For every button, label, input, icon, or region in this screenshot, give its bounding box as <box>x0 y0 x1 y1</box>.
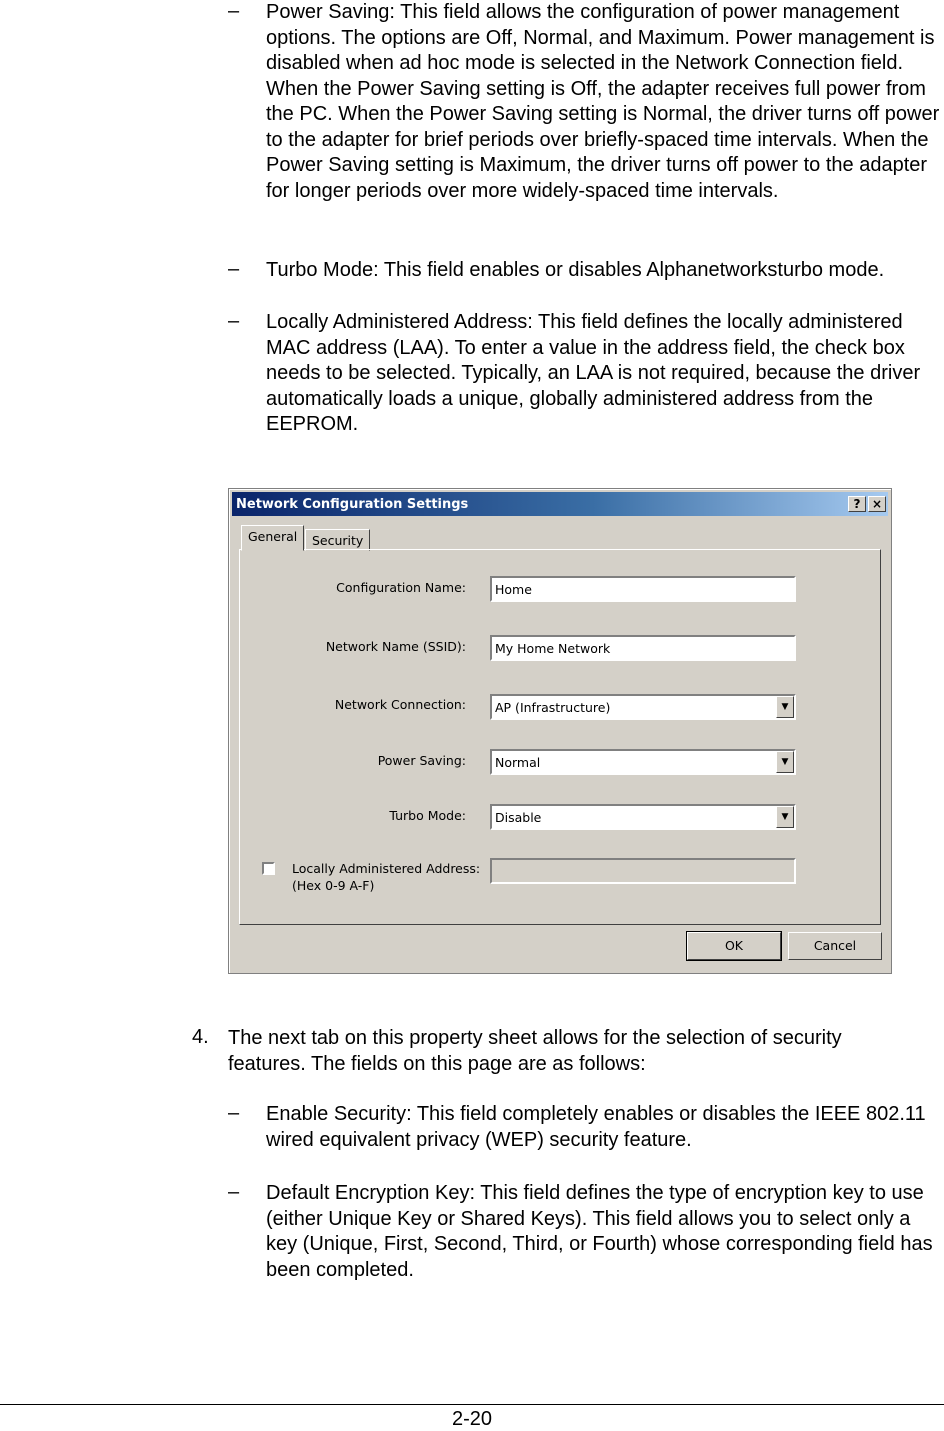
dialog-titlebar <box>232 492 888 516</box>
page-number: 2-20 <box>451 1408 493 1430</box>
network-name-label: Network Name (SSID): <box>325 639 466 654</box>
laa-label: Locally Administered Address: <box>292 861 481 876</box>
network-connection-label: Network Connection: <box>334 697 466 712</box>
dropdown-arrow-icon[interactable]: ▼ <box>776 806 794 828</box>
bullet-enable-security <box>228 1102 928 1154</box>
bullet-power-saving <box>228 0 940 232</box>
laa-input[interactable] <box>490 858 796 884</box>
dropdown-arrow-icon[interactable]: ▼ <box>776 696 794 718</box>
laa-checkbox[interactable] <box>262 862 275 875</box>
dialog-title: Network Configuration Settings <box>236 497 469 512</box>
step-number: 4. <box>192 1026 209 1048</box>
step-4 <box>192 1026 922 1078</box>
network-configuration-dialog <box>228 488 892 974</box>
bullet-text: Locally Administered Address: This field defines the locally administered MAC address (LAA). To enter a value in the address field, the check box needs to be selected. Typically, an LAA is not required, because the driver automatically loads a unique, globally administered address from the EEPROM. <box>266 311 921 435</box>
footer-divider <box>0 1404 944 1405</box>
bullet-dash: – <box>228 258 240 280</box>
power-saving-value: Normal <box>495 755 541 770</box>
bullet-dash: – <box>228 1181 240 1203</box>
close-button[interactable]: × <box>868 496 886 512</box>
bullet-text: Default Encryption Key: This field defines the type of encryption key to use (either Unique Key or Shared Keys). This field allows you to select only a key (Unique, First, Second, Third, or Fourth) whose corresponding field has been completed. <box>266 1182 933 1281</box>
laa-hint: (Hex 0-9 A-F) <box>292 878 375 893</box>
bullet-dash: – <box>228 1102 240 1124</box>
dropdown-arrow-icon[interactable]: ▼ <box>776 751 794 773</box>
power-saving-select[interactable] <box>490 749 796 775</box>
bullet-turbo-mode <box>228 258 928 284</box>
ok-button[interactable]: OK <box>687 932 781 960</box>
configuration-name-label: Configuration Name: <box>336 580 466 595</box>
tab-general[interactable]: General <box>241 525 304 551</box>
power-saving-label: Power Saving: <box>377 753 466 768</box>
help-button[interactable]: ? <box>848 496 866 512</box>
network-name-input[interactable]: My Home Network <box>490 635 796 661</box>
bullet-laa <box>228 310 928 440</box>
cancel-button[interactable]: Cancel <box>788 932 882 960</box>
bullet-text: Enable Security: This field completely enables or disables the IEEE 802.11 wired equivalent privacy (WEP) security feature. <box>266 1103 926 1151</box>
general-panel <box>239 549 881 925</box>
network-connection-value: AP (Infrastructure) <box>495 700 611 715</box>
bullet-text: Power Saving: This field allows the configuration of power management options. The options are Off, Normal, and Maximum. Power management is disabled when ad hoc mode is selected in the Network Connection field. When the Power Saving setting is Off, the adapter receives full power from the PC. When the Power Saving setting is Normal, the driver turns off power to the adapter for brief periods over briefly-spaced time intervals. When the Power Saving setting is Maximum, the driver turns off power to the adapter for longer periods over more widely-spaced time intervals. <box>266 1 940 202</box>
bullet-dash: – <box>228 0 240 22</box>
turbo-mode-select[interactable] <box>490 804 796 830</box>
bullet-default-encryption-key <box>228 1181 933 1285</box>
turbo-mode-label: Turbo Mode: <box>389 808 466 823</box>
turbo-mode-value: Disable <box>495 810 542 825</box>
network-connection-select[interactable] <box>490 694 796 720</box>
step-text: The next tab on this property sheet allows for the selection of security features. The fields on this page are as follows: <box>228 1027 842 1075</box>
bullet-text: Turbo Mode: This field enables or disables Alphanetworksturbo mode. <box>266 259 885 281</box>
bullet-dash: – <box>228 310 240 332</box>
configuration-name-input[interactable]: Home <box>490 576 796 602</box>
tab-security[interactable]: Security <box>305 529 370 551</box>
